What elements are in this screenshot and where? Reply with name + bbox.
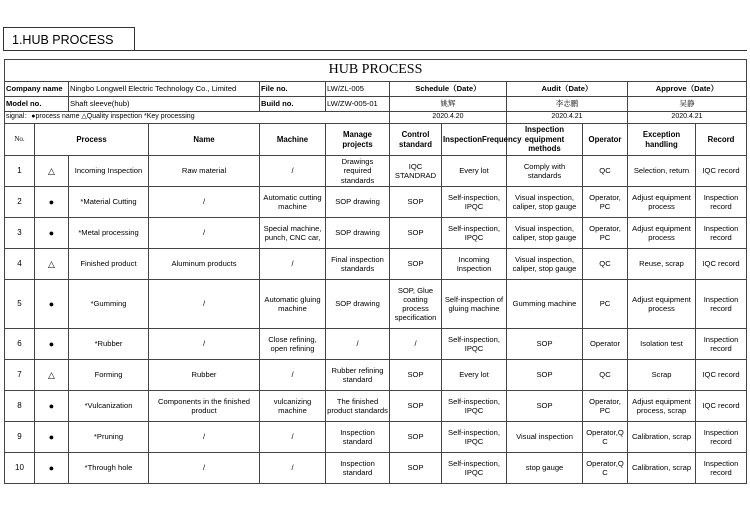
row-number: 9 xyxy=(5,422,35,453)
row-symbol: ● xyxy=(35,329,69,360)
row-machine: Special machine, punch, CNC car, xyxy=(260,218,326,249)
row-inspection-frequency: Self-inspection, IPQC xyxy=(442,453,507,484)
row-operator: Operator, PC xyxy=(583,391,628,422)
row-record: Inspection record xyxy=(696,218,747,249)
row-inspection-frequency: Self-inspection, IPQC xyxy=(442,187,507,218)
row-number: 10 xyxy=(5,453,35,484)
row-operator: Operator,Q C xyxy=(583,453,628,484)
row-number: 6 xyxy=(5,329,35,360)
row-exception-handling: Adjust equipment process xyxy=(628,218,696,249)
row-name: / xyxy=(149,187,260,218)
table-row xyxy=(5,249,747,280)
table-row xyxy=(5,422,747,453)
row-exception-handling: Selection, return xyxy=(628,156,696,187)
row-operator: QC xyxy=(583,156,628,187)
row-machine: Automatic gluing machine xyxy=(260,280,326,329)
row-symbol: ● xyxy=(35,391,69,422)
col-header-process: Process xyxy=(35,124,149,156)
row-record: Inspection record xyxy=(696,187,747,218)
row-process: *Vulcanization xyxy=(69,391,149,422)
table-row xyxy=(5,156,747,187)
row-process: Incoming Inspection xyxy=(69,156,149,187)
row-name: / xyxy=(149,329,260,360)
row-control-standard: SOP xyxy=(390,391,442,422)
row-process: *Through hole xyxy=(69,453,149,484)
table-row xyxy=(5,453,747,484)
row-inspection-equipment: SOP xyxy=(507,329,583,360)
audit-name: 李志鹏 xyxy=(507,97,628,112)
row-control-standard: SOP xyxy=(390,218,442,249)
row-control-standard: / xyxy=(390,329,442,360)
row-record: Inspection record xyxy=(696,280,747,329)
row-name: / xyxy=(149,218,260,249)
row-control-standard: SOP, Glue coating process specification xyxy=(390,280,442,329)
row-record: IQC record xyxy=(696,391,747,422)
schedule-label: Schedule（Date） xyxy=(390,82,507,97)
row-machine: / xyxy=(260,360,326,391)
section-title: 1.HUB PROCESS xyxy=(3,27,135,51)
row-inspection-equipment: stop gauge xyxy=(507,453,583,484)
row-exception-handling: Isolation test xyxy=(628,329,696,360)
row-exception-handling: Calibration, scrap xyxy=(628,422,696,453)
row-exception-handling: Reuse, scrap xyxy=(628,249,696,280)
section-divider xyxy=(135,50,747,51)
col-header-control-standard: Control standard xyxy=(390,124,442,156)
row-process: *Metal processing xyxy=(69,218,149,249)
row-control-standard: SOP xyxy=(390,360,442,391)
row-exception-handling: Scrap xyxy=(628,360,696,391)
row-operator: Operator, PC xyxy=(583,218,628,249)
audit-label: Audit（Date） xyxy=(507,82,628,97)
row-name: / xyxy=(149,422,260,453)
process-rows xyxy=(5,156,747,484)
row-exception-handling: Adjust equipment process xyxy=(628,280,696,329)
row-machine: / xyxy=(260,453,326,484)
row-number: 8 xyxy=(5,391,35,422)
row-inspection-equipment: Visual inspection, caliper, stop gauge xyxy=(507,187,583,218)
row-operator: Operator,Q C xyxy=(583,422,628,453)
row-manage-projects: Final inspection standards xyxy=(326,249,390,280)
row-process: Finished product xyxy=(69,249,149,280)
row-control-standard: SOP xyxy=(390,187,442,218)
row-symbol: ● xyxy=(35,187,69,218)
company-name-value: Ningbo Longwell Electric Technology Co., Limited xyxy=(69,82,260,97)
col-header-name: Name xyxy=(149,124,260,156)
row-inspection-equipment: Visual inspection, caliper, stop gauge xyxy=(507,218,583,249)
row-inspection-frequency: Every lot xyxy=(442,360,507,391)
row-process: *Material Cutting xyxy=(69,187,149,218)
row-name: Raw material xyxy=(149,156,260,187)
row-inspection-frequency: Every lot xyxy=(442,156,507,187)
row-number: 4 xyxy=(5,249,35,280)
row-inspection-frequency: Self-inspection, IPQC xyxy=(442,422,507,453)
row-symbol: △ xyxy=(35,360,69,391)
schedule-name: 姚辉 xyxy=(390,97,507,112)
approve-label: Approve（Date） xyxy=(628,82,747,97)
row-exception-handling: Adjust equipment process, scrap xyxy=(628,391,696,422)
row-process: *Rubber xyxy=(69,329,149,360)
row-inspection-frequency: Self-inspection, IPQC xyxy=(442,218,507,249)
row-manage-projects: / xyxy=(326,329,390,360)
row-number: 7 xyxy=(5,360,35,391)
row-manage-projects: SOP drawing xyxy=(326,187,390,218)
document-title: HUB PROCESS xyxy=(5,60,747,82)
row-machine: Automatic cutting machine xyxy=(260,187,326,218)
row-inspection-equipment: Visual inspection xyxy=(507,422,583,453)
row-inspection-frequency: Incoming Inspection xyxy=(442,249,507,280)
row-manage-projects: Drawings required standards xyxy=(326,156,390,187)
file-no-label: File no. xyxy=(260,82,326,97)
row-exception-handling: Calibration, scrap xyxy=(628,453,696,484)
row-operator: QC xyxy=(583,249,628,280)
table-row xyxy=(5,360,747,391)
col-header-no: No. xyxy=(5,124,35,156)
row-inspection-equipment: SOP xyxy=(507,391,583,422)
hub-process-table xyxy=(4,59,747,484)
row-symbol: △ xyxy=(35,156,69,187)
col-header-record: Record xyxy=(696,124,747,156)
row-machine: Close refining, open refining xyxy=(260,329,326,360)
col-header-exception-handling: Exception handling xyxy=(628,124,696,156)
table-row xyxy=(5,280,747,329)
row-manage-projects: Inspection standard xyxy=(326,422,390,453)
row-manage-projects: SOP drawing xyxy=(326,280,390,329)
row-process: *Pruning xyxy=(69,422,149,453)
row-control-standard: SOP xyxy=(390,422,442,453)
row-machine: / xyxy=(260,156,326,187)
row-inspection-frequency: Self-inspection, IPQC xyxy=(442,391,507,422)
build-no-label: Build no. xyxy=(260,97,326,112)
row-symbol: ● xyxy=(35,218,69,249)
col-header-inspection-equipment: Inspection equipment methods xyxy=(507,124,583,156)
row-symbol: ● xyxy=(35,453,69,484)
row-manage-projects: Rubber refining standard xyxy=(326,360,390,391)
row-control-standard: SOP xyxy=(390,453,442,484)
model-no-label: Model no. xyxy=(5,97,69,112)
row-manage-projects: The finished product standards xyxy=(326,391,390,422)
file-no-value: LW/ZL-005 xyxy=(326,82,390,97)
row-operator: Operator xyxy=(583,329,628,360)
table-row xyxy=(5,391,747,422)
row-symbol: ● xyxy=(35,280,69,329)
table-row xyxy=(5,329,747,360)
row-inspection-equipment: SOP xyxy=(507,360,583,391)
row-inspection-equipment: Visual inspection, caliper, stop gauge xyxy=(507,249,583,280)
row-name: / xyxy=(149,453,260,484)
row-record: IQC record xyxy=(696,360,747,391)
row-operator: Operator, PC xyxy=(583,187,628,218)
row-number: 1 xyxy=(5,156,35,187)
col-header-machine: Machine xyxy=(260,124,326,156)
row-number: 3 xyxy=(5,218,35,249)
row-record: Inspection record xyxy=(696,453,747,484)
col-header-manage-projects: Manage projects xyxy=(326,124,390,156)
row-name: / xyxy=(149,280,260,329)
row-name: Components in the finished product xyxy=(149,391,260,422)
row-machine: / xyxy=(260,249,326,280)
row-operator: QC xyxy=(583,360,628,391)
row-record: IQC record xyxy=(696,249,747,280)
row-inspection-equipment: Comply with standards xyxy=(507,156,583,187)
row-manage-projects: Inspection standard xyxy=(326,453,390,484)
approve-name: 吴静 xyxy=(628,97,747,112)
row-record: Inspection record xyxy=(696,422,747,453)
table-row xyxy=(5,187,747,218)
row-name: Aluminum products xyxy=(149,249,260,280)
row-symbol: △ xyxy=(35,249,69,280)
approve-date: 2020.4.21 xyxy=(628,112,747,124)
row-control-standard: SOP xyxy=(390,249,442,280)
signal-legend: signal：●process name △Quality inspection *Key processing xyxy=(5,112,390,124)
table-row xyxy=(5,218,747,249)
row-machine: vulcanizing machine xyxy=(260,391,326,422)
col-header-inspection-frequency: InspectionFrequency xyxy=(442,124,507,156)
model-no-value: Shaft sleeve(hub) xyxy=(69,97,260,112)
row-number: 5 xyxy=(5,280,35,329)
row-record: Inspection record xyxy=(696,329,747,360)
col-header-operator: Operator xyxy=(583,124,628,156)
row-inspection-frequency: Self-inspection of gluing machine xyxy=(442,280,507,329)
row-operator: PC xyxy=(583,280,628,329)
audit-date: 2020.4.21 xyxy=(507,112,628,124)
row-symbol: ● xyxy=(35,422,69,453)
company-name-label: Company name xyxy=(5,82,69,97)
row-process: *Gumming xyxy=(69,280,149,329)
row-process: Forming xyxy=(69,360,149,391)
schedule-date: 2020.4.20 xyxy=(390,112,507,124)
row-control-standard: IQC STANDRAD xyxy=(390,156,442,187)
row-name: Rubber xyxy=(149,360,260,391)
row-exception-handling: Adjust equipment process xyxy=(628,187,696,218)
row-number: 2 xyxy=(5,187,35,218)
row-inspection-frequency: Self-inspection, IPQC xyxy=(442,329,507,360)
row-record: IQC record xyxy=(696,156,747,187)
row-manage-projects: SOP drawing xyxy=(326,218,390,249)
row-machine: / xyxy=(260,422,326,453)
build-no-value: LW/ZW-005-01 xyxy=(326,97,390,112)
row-inspection-equipment: Gumming machine xyxy=(507,280,583,329)
